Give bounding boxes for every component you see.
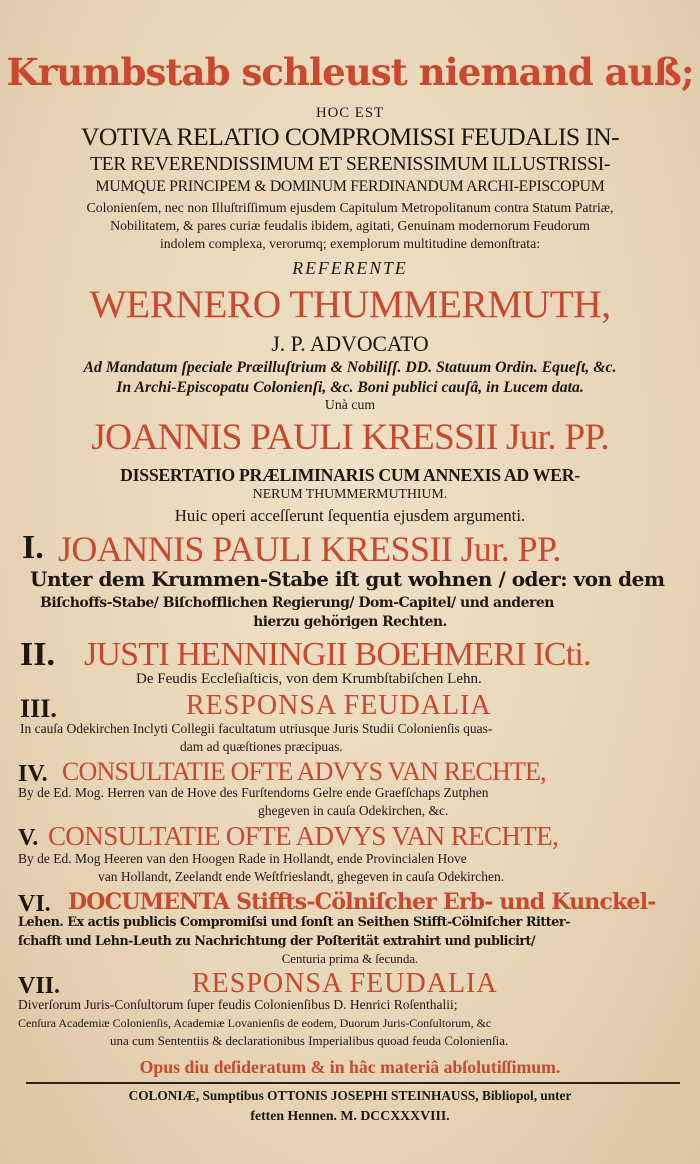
item-4-line-1: By de Ed. Mog. Herren van de Hove des Furſtendoms Gelre ende Graefſchaps Zutphen [18, 785, 489, 800]
item-3-line-2: dam ad quæſtiones præcipuas. [180, 739, 343, 754]
item-7-line-1: Diverſorum Juris-Conſultorum ſuper feudis Colonienſibus D. Henrici Roſenthalii; [18, 997, 458, 1012]
item-5-line-2: van Hollandt, Zeelandt ende Weſtfrieslandt, ghegeven in cauſa Odekirchen. [98, 869, 505, 884]
item-5-heading: CONSULTATIE OFTE ADVYS VAN RECHTE, [48, 821, 559, 851]
item-2-line-1: De Feudis Eccleſiaſticis, von dem Krumbſtabiſchen Lehn. [136, 671, 482, 687]
item-3-heading: RESPONSA FEUDALIA [186, 690, 492, 721]
mandatum-line-1: Ad Mandatum ſpeciale Præilluſtrium & Nobiliſſ. DD. Statuum Ordin. Equeſt, &c. [83, 359, 617, 376]
item-2-heading: JUSTI HENNINGII BOEHMERI ICti. [84, 636, 591, 673]
item-4-heading: CONSULTATIE OFTE ADVYS VAN RECHTE, [62, 757, 546, 786]
kressius-name: JOANNIS PAULI KRESSII Jur. PP. [91, 417, 609, 458]
item-7-number: VII. [18, 973, 61, 999]
item-6-line-3: Centuria prima & ſecunda. [281, 952, 419, 966]
item-7-line-2: Cenſura Academiæ Colonienſis, Academiæ Lovanienſis de eodem, Duorum Juris-Conſultorum, &c [18, 1016, 492, 1030]
main-title: Krumbstab schleust niemand auß; [6, 50, 694, 94]
imprint-rule [26, 1082, 680, 1084]
item-3-number: III. [20, 694, 57, 723]
votiva-line-3: MUMQUE PRINCIPEM & DOMINUM FERDINANDUM ARCHI-EPISCOPUM [95, 178, 605, 195]
item-7-line-3: una cum Sententiis & declarationibus Imperialibus quoad feuda Colonienſia. [110, 1033, 509, 1048]
mandatum-line-2: In Archi-Episcopatu Colonienſi, &c. Boni publici cauſâ, in Lucem data. [116, 379, 584, 396]
dissertatio-line-2: NERUM THUMMERMUTHIUM. [252, 486, 448, 501]
imprint-line-2: fetten Hennen. M. DCCXXXVIII. [250, 1108, 450, 1123]
votiva-small-2: Nobilitatem, & pares curiæ feudalis ibidem, agitati, Genuinam modernorum Feudorum [110, 218, 590, 233]
huic-operi: Huic operi acceſſerunt ſequentia ejusdem argumenti. [174, 506, 526, 525]
item-6-line-2: ſchafft und Lehn-Leuth zu Nachrichtung der Poſterität extrahirt und publicirt/ [18, 933, 535, 948]
item-1-number: I. [22, 529, 44, 566]
item-7-heading: RESPONSA FEUDALIA [192, 968, 498, 999]
dissertatio-line-1: DISSERTATIO PRÆLIMINARIS CUM ANNEXIS AD WER- [120, 465, 580, 485]
item-4-line-2: ghegeven in cauſa Odekirchen, &c. [258, 803, 449, 818]
item-3-line-1: In cauſa Odekirchen Inclyti Collegii facultatum utriusque Juris Studii Colonienſis quas- [20, 721, 493, 736]
una-cum: Unà cum [324, 397, 376, 412]
item-5-line-1: By de Ed. Mog Heeren van den Hoogen Rade in Hollandt, ende Provincialen Hove [18, 851, 467, 866]
item-6-number: VI. [18, 891, 51, 917]
votiva-line-2: TER REVERENDISSIMUM ET SERENISSIMUM ILLUSTRISSI- [89, 153, 611, 175]
item-6-line-1: Lehen. Ex actis publicis Compromiſsi und ſonſt an Seithen Stifft-Cölniſcher Ritter- [18, 915, 570, 930]
item-2-number: II. [20, 636, 55, 673]
votiva-small-3: indolem complexa, verorumq; exemplorum multitudine demonſtrata: [159, 236, 541, 251]
item-6-heading: DOCUMENTA Stiffts-Cölniſcher Erb- und Kunckel- [68, 889, 656, 915]
item-1-line-1: Unter dem Krummen-Stabe iſt gut wohnen / oder: von dem [30, 567, 665, 591]
advocato: J. P. ADVOCATO [271, 332, 429, 356]
referente: REFERENTE [292, 258, 408, 278]
item-4-number: IV. [18, 761, 48, 787]
item-1-line-3: hierzu gehörigen Rechten. [253, 614, 447, 630]
hoc-est: HOC EST [315, 105, 385, 121]
item-1-heading: JOANNIS PAULI KRESSII Jur. PP. [58, 529, 561, 569]
imprint-line-1: COLONIÆ, Sumptibus OTTONIS JOSEPHI STEINHAUSS, Bibliopol, unter [128, 1088, 572, 1103]
votiva-small-1: Colonienſem, nec non Illuſtriſſimum ejusdem Capitulum Metropolitanum contra Statum Patriæ, [86, 200, 614, 215]
author-name: WERNERO THUMMERMUTH, [89, 282, 611, 326]
item-1-line-2: Biſchoffs-Stabe/ Biſchofflichen Regierung/ Dom-Capitel/ und anderen [40, 595, 554, 611]
votiva-line-1: VOTIVA RELATIO COMPROMISSI FEUDALIS IN- [80, 122, 620, 151]
opus-line: Opus diu deſideratum & in hâc materiâ abſolutiſſimum. [139, 1057, 561, 1077]
item-5-number: V. [18, 825, 39, 851]
